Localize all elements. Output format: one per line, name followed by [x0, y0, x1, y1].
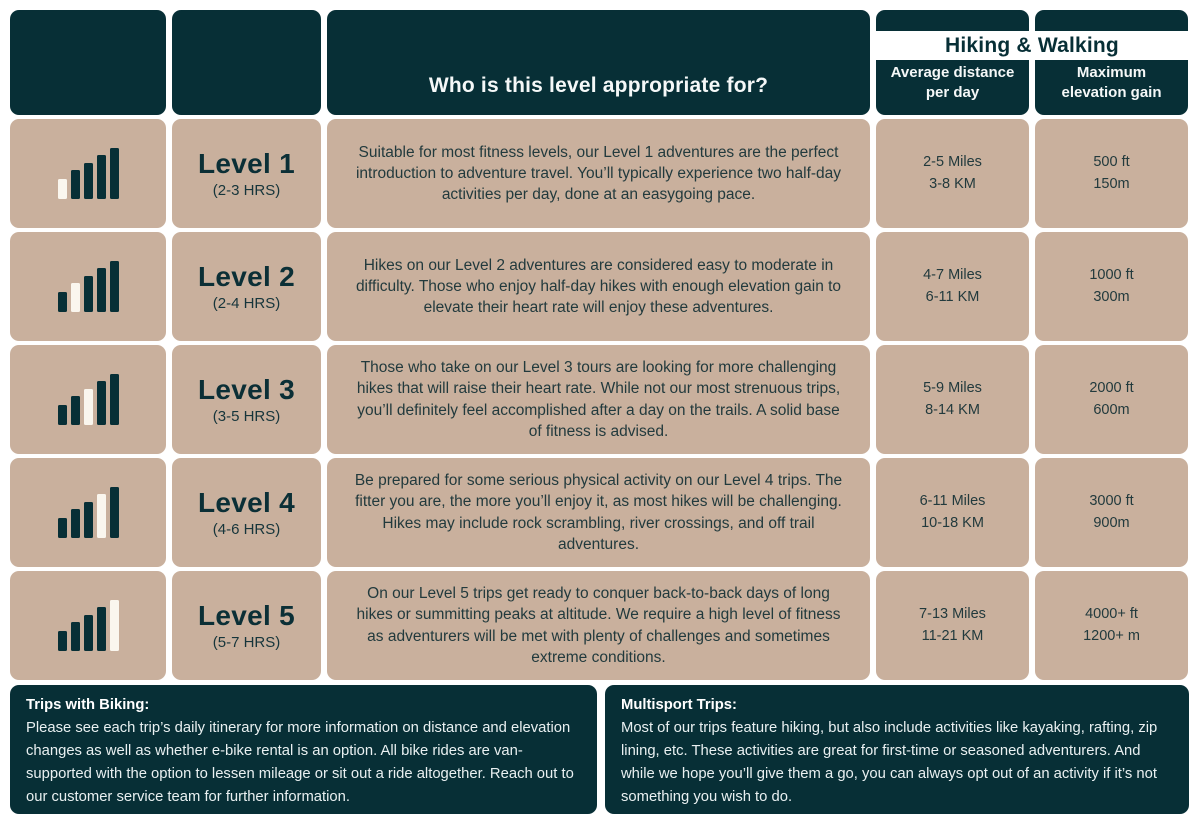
- distance-km: 11-21 KM: [921, 627, 984, 644]
- multisport-note-body: Most of our trips feature hiking, but also include activities like kayaking, rafting, zip lining, etc. These activities are great for first-time or seasoned adventurers. And while we hope you’ll give them a go, you can always opt out of an activity if it’s not something you wish to do.: [621, 719, 1158, 805]
- level-title: Level 1: [197, 148, 296, 179]
- hiking-walking-title: Hiking & Walking: [874, 31, 1190, 60]
- level-5-label-cell: [172, 571, 321, 680]
- elevation-m: 150m: [1093, 175, 1130, 192]
- biking-note: [10, 685, 597, 814]
- max-elevation-header-line2: elevation gain: [1061, 83, 1162, 101]
- max-elevation-header: [1035, 10, 1188, 115]
- activity-bars-icon: [58, 374, 119, 425]
- elevation-m: 300m: [1093, 288, 1130, 305]
- level-4-icon-cell: [10, 458, 166, 567]
- level-title: Level 5: [197, 600, 296, 631]
- elevation-m: 600m: [1093, 401, 1130, 418]
- distance-km: 8-14 KM: [925, 401, 980, 418]
- level-3-label-cell: [172, 345, 321, 454]
- footnotes: [10, 685, 1190, 814]
- biking-note-title: Trips with Biking:: [26, 697, 150, 713]
- levels-table: [10, 10, 1190, 680]
- distance-miles: 4-7 Miles: [923, 266, 982, 283]
- header-icon-column-spacer: [10, 10, 166, 115]
- level-1-distance-cell: [876, 119, 1029, 228]
- elevation-ft: 3000 ft: [1089, 492, 1134, 509]
- distance-km: 6-11 KM: [925, 288, 980, 305]
- elevation-ft: 500 ft: [1093, 153, 1130, 170]
- activity-bars-icon: [58, 148, 119, 199]
- hiking-walking-group-header: [876, 10, 1188, 115]
- activity-bars-icon: [58, 261, 119, 312]
- avg-distance-header-line2: per day: [925, 83, 980, 101]
- level-5-icon-cell: [10, 571, 166, 680]
- level-3-distance-cell: [876, 345, 1029, 454]
- elevation-ft: 1000 ft: [1089, 266, 1134, 283]
- elevation-m: 900m: [1093, 514, 1130, 531]
- distance-miles: 5-9 Miles: [923, 379, 982, 396]
- level-1-label-cell: [172, 119, 321, 228]
- level-5-elevation-cell: [1035, 571, 1188, 680]
- level-3-icon-cell: [10, 345, 166, 454]
- level-2-label-cell: [172, 232, 321, 341]
- level-1-description: Suitable for most fitness levels, our Level 1 adventures are the perfect introduction to adventure travel. You’ll typically experience two half-day activities per day, done at an easygoing pace.: [327, 119, 870, 228]
- distance-miles: 2-5 Miles: [923, 153, 982, 170]
- level-hours: (5-7 HRS): [212, 634, 281, 651]
- level-title: Level 4: [197, 487, 296, 518]
- level-title: Level 2: [197, 261, 296, 292]
- level-hours: (2-3 HRS): [212, 182, 281, 199]
- level-title: Level 3: [197, 374, 296, 405]
- level-4-elevation-cell: [1035, 458, 1188, 567]
- max-elevation-header-line1: Maximum: [1076, 64, 1147, 81]
- avg-distance-header-line1: Average distance: [890, 64, 1015, 81]
- header-level-column-spacer: [172, 10, 321, 115]
- level-4-label-cell: [172, 458, 321, 567]
- elevation-ft: 2000 ft: [1089, 379, 1134, 396]
- who-header: Who is this level appropriate for?: [327, 10, 870, 115]
- level-5-distance-cell: [876, 571, 1029, 680]
- level-hours: (2-4 HRS): [212, 295, 281, 312]
- level-1-elevation-cell: [1035, 119, 1188, 228]
- level-hours: (4-6 HRS): [212, 521, 281, 538]
- distance-km: 3-8 KM: [929, 175, 976, 192]
- level-2-elevation-cell: [1035, 232, 1188, 341]
- level-hours: (3-5 HRS): [212, 408, 281, 425]
- biking-note-body: Please see each trip’s daily itinerary for more information on distance and elevation changes as well as whether e-bike rental is an option. All bike rides are van-supported with the option to lessen mileage or sit out a ride altogether. Reach out to our customer service team for further information.: [26, 719, 574, 805]
- distance-miles: 6-11 Miles: [919, 492, 986, 509]
- level-3-description: Those who take on our Level 3 tours are looking for more challenging hikes that will raise their heart rate. While not our most strenuous trips, you’ll definitely feel accomplished after a day on the trails. A solid base of fitness is advised.: [327, 345, 870, 454]
- distance-km: 10-18 KM: [921, 514, 984, 531]
- distance-miles: 7-13 Miles: [919, 605, 986, 622]
- multisport-note-title: Multisport Trips:: [621, 697, 737, 713]
- elevation-m: 1200+ m: [1083, 627, 1140, 644]
- activity-bars-icon: [58, 600, 119, 651]
- elevation-ft: 4000+ ft: [1085, 605, 1138, 622]
- level-2-icon-cell: [10, 232, 166, 341]
- level-4-distance-cell: [876, 458, 1029, 567]
- level-2-description: Hikes on our Level 2 adventures are considered easy to moderate in difficulty. Those who enjoy half-day hikes with enough elevation gain to elevate their heart rate will enjoy these adventures.: [327, 232, 870, 341]
- avg-distance-header: [876, 10, 1029, 115]
- level-3-elevation-cell: [1035, 345, 1188, 454]
- multisport-note: [605, 685, 1189, 814]
- level-4-description: Be prepared for some serious physical activity on our Level 4 trips. The fitter you are, the more you’ll enjoy it, as most hikes will be challenging. Hikes may include rock scrambling, river crossings, and off trail adventures.: [327, 458, 870, 567]
- level-5-description: On our Level 5 trips get ready to conquer back-to-back days of long hikes or summitting peaks at altitude. We require a high level of fitness as adventurers will be met with plenty of challenges and sometimes extreme conditions.: [327, 571, 870, 680]
- activity-bars-icon: [58, 487, 119, 538]
- level-2-distance-cell: [876, 232, 1029, 341]
- level-1-icon-cell: [10, 119, 166, 228]
